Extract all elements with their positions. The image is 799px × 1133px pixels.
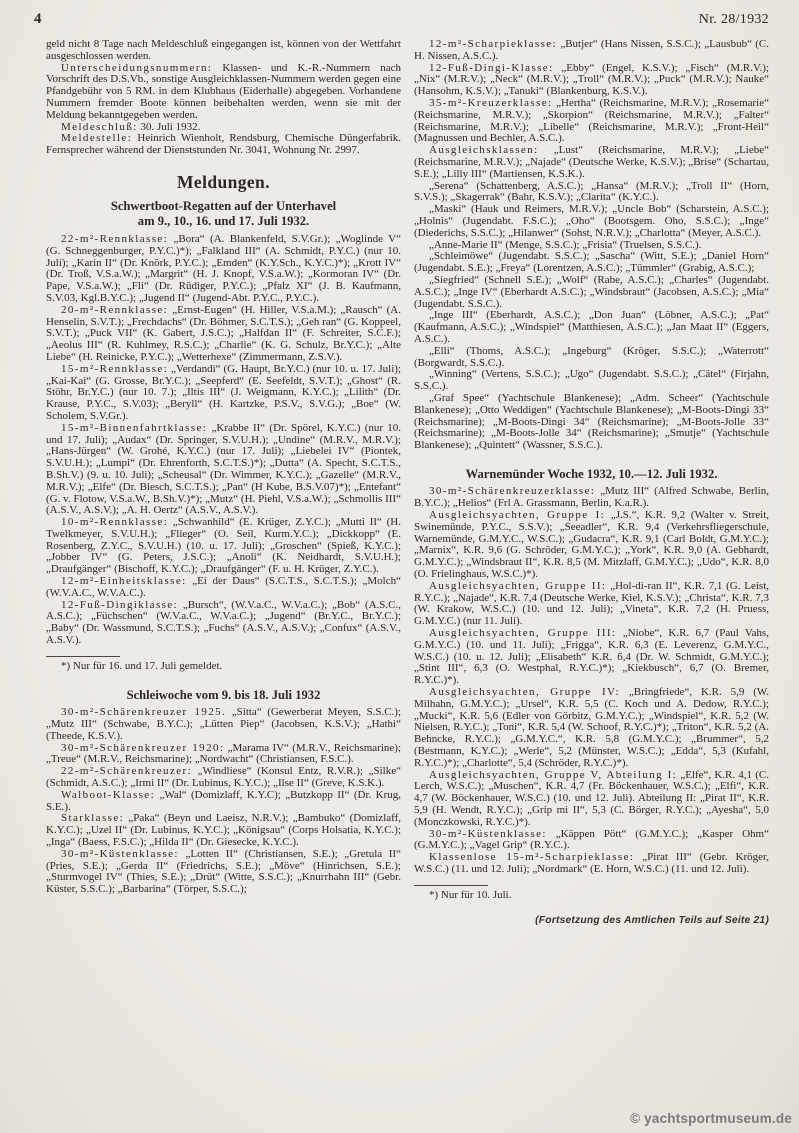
class-label: Ausgleichsyachten, Gruppe II: (429, 579, 607, 592)
entry-list: „Hertha“ (Reichsmarine, M.R.V.); „Rosemarie“ (Reichsmarine, M.R.V.); „Skorpion“ (Reichsmarine, M.R.V.); „Falter“ (Reichsmarine, M.R.V.); „Libelle“ (Reichsmarine, M.R.V.); „Front-Heil“ (Magnussen und Bechler, A.S.C.). (414, 96, 769, 145)
footnote-block (46, 656, 401, 673)
text-paragraph (46, 305, 401, 364)
text-paragraph: „Schleimöwe“ (Jugendabt. S.S.C.); „Sascha“ (Witt, S.E.); „Daniel Horn“ (Jugendabt. S.E.); „Freya“ (Lorentzen, A.S.C.); „Tümmler“ (Grabig, A.S.C.); (414, 250, 769, 275)
section-heading (46, 199, 401, 230)
class-label: 10-m²-Rennklasse: (61, 516, 169, 529)
entry-list: „Elfe“, K.R. 4,1 (C. Lerch, W.S.C.); „Muschen“, K.R. 4,7 (Fr. Böckenhauer, W.S.C.); „Elfi“, K.R. 4,7 (W. Böckenhauer, W.S.C.) (10. und 12. Juli). Abteilung II: „Pirat II“, K.R. 5,9 (H. Wendt, R.Y.C.); „Grip mi II“, 5,3 (C. Börger, R.Y.C.); „Ayesha“, 5,0 (Monczkowski, R.Y.C.)*). (414, 768, 769, 828)
entry-list: „Butjer“ (Hans Nissen, S.S.C.); „Lausbub“ (C. H. Nissen, A.S.C.). (414, 38, 770, 62)
issue-number: Nr. 28/1932 (698, 12, 769, 27)
text-paragraph (46, 600, 401, 647)
text-paragraph (46, 517, 401, 576)
entry-list: „Ei der Daus“ (S.C.T.S., S.C.T.S.); „Molch“ (W.V.A.C., W.V.A.C.). (46, 575, 401, 599)
text-paragraph (414, 63, 769, 98)
page-header (34, 11, 769, 28)
section-heading (46, 688, 401, 704)
class-label: Meldestelle: (61, 132, 133, 145)
entry-list: „Schwanhild“ (E. Krüger, Z.Y.C.); „Mutti II“ (H. Twelkmeyer, S.V.U.H.); „Flieger“ (O. Seil, Kurm.Y.C.); „Dickkopp“ (E. Rosenberg, Z.Y.C., S.V.U.H.) (10. u. 17. Juli); „Groschen“ (Spieß, K.Y.C.); „Jobber IV“ (G. Peters, J.S.C.); „Anoli“ (K. Neidhardt, S.V.U.H.); „Draufgänger“ (Bischoff, K.Y.C.); „Draufgänger“ (F. u. H. Krüger, Z.Y.C.). (46, 516, 402, 576)
class-label: 12-Fuß-Dingi-Klasse: (429, 61, 554, 74)
entry-list: „Bora“ (A. Blankenfeld, S.V.Gr.); „Woglinde V“ (G. Schneggenburger, P.Y.C.)*); „Falkland III“ (A. Schmidt, P.Y.C.) (nur 10. Juli); „Karin II“ (Dr. Knörk, P.Y.C.); „Emden“ (K.Y.Sch., K.Y.C.)*); „Krott IV“ (Dr. Troß, V.S.a.W.); „Margrit“ (H. J. Knopf, V.S.a.W.); „Kormoran IV“ (Dr. Pape, V.S.a.W.); „Fli“ (Dr. Rüdiger, P.Y.C.); „Pfalz XI“ (J. B. Kaufmann, S.V.03, Kgl.B.Y.C.); „Jugend II“ (Jugend-Abt. P.Y.C., P.Y.C.). (46, 232, 401, 304)
text-paragraph (46, 790, 401, 814)
class-label: 30-m²-Küstenklasse: (429, 827, 547, 840)
entry-list: „Verdandi“ (G. Haupt, Br.Y.C.) (nur 10. u. 17. Juli); „Kai-Kai“ (G. Grosse, Br.Y.C.); „Seepferd“ (E. Seefeldt, S.V.T.); „Ghost“ (R. Stöhr, Br.Y.C.) (nur 10. 7.); „Iltis III“ (J. Weigmann, K.Y.C.); „Lilith“ (Dr. Krause, P.Y.C., S.V.03); „Beryll“ (H. Kartzke, P.S.V., S.V.G.); „Boe“ (W. Scholem, S.V.Gr.). (46, 362, 401, 422)
text-paragraph: „Winning“ (Vertens, S.S.C.); „Ugo“ (Jugendabt. S.S.C.); „Cätel“ (Firjahn, S.S.C.). (414, 368, 769, 393)
text-paragraph (46, 743, 401, 767)
entry-list: „Käppen Pött“ (G.M.Y.C.); „Kasper Ohm“ (G.M.Y.C.); „Vagel Grip“ (R.Y.C.). (414, 827, 769, 852)
class-label: 30-m²-Schärenkreuzerklasse: (429, 485, 596, 498)
text-paragraph: „Elli“ (Thoms, A.S.C.); „Ingeburg“ (Kröger, S.S.C.); „Waterrott“ (Borgwardt, S.S.C.). (414, 344, 769, 369)
footnote-rule (414, 885, 488, 886)
section-heading-line: Schleiwoche vom 9. bis 18. Juli 1932 (126, 687, 321, 702)
text-paragraph: geld nicht 8 Tage nach Meldeschluß eingegangen ist, können von der Wettfahrt ausgeschlossen werden. (46, 38, 401, 62)
text-paragraph (46, 813, 401, 848)
class-label: Ausgleichsyachten, Gruppe I: (429, 508, 606, 521)
entry-list: „J.S.“, K.R. 9,2 (Walter v. Streit, Swinemünde, P.Y.C., S.S.V.); „Seeadler“, K.R. 9,4 (Verkehrsfliegerschule, Warnemünde, G.M.Y.C., W.S.C.); „Gudacra“, K.R. 9,1 (Carl Boldt, G.M.Y.C.); „Marnix“, K.R. 9,6 (G. Schröder, G.M.Y.C.); „York“, K.R. 9,0 (A. Gebhardt, G.M.Y.C.); „Windsbraut II“, K.R. 8,5 (M. Mitzlaff, G.M.Y.C.); „Udo“, K.R. 8,0 (O. Frielinghaus, W.S.C.)*). (414, 508, 770, 580)
entry-list: „Paka“ (Beyn und Laeisz, N.R.V.); „Bambuko“ (Domizlaff, K.Y.C.); „Uzel II“ (Dr. Lubinus, K.Y.C.); „Königsau“ (Corps Holsatia, K.Y.C.); „Inga“ (Baess, F.S.C.); „Hilda II“ (Dr. Giesecke, K.Y.C.). (46, 812, 402, 848)
text-paragraph: „Anne-Marie II“ (Menge, S.S.C.); „Frisia“ (Truelsen, S.S.C.). (429, 238, 702, 251)
footnote-rule (46, 656, 120, 657)
watermark: © yachtsportmuseum.de (630, 1111, 792, 1126)
class-label: 12-m²-Scharpieklasse: (429, 38, 558, 50)
text-paragraph: „Siegfried“ (Schnell S.E.); „Wolf“ (Rabe, A.S.C.); „Charles“ (Jugendabt. A.S.C.); „Inge IV“ (Eberhardt A.S.C.); „Windsbraut“ (Jacobsen, A.S.C.); „Mia“ (Jugendabt. S.S.C.). (414, 273, 769, 310)
text-columns (46, 39, 769, 927)
footnote-block (414, 885, 769, 902)
class-label: Ausgleichsyachten, Gruppe IV: (429, 685, 620, 698)
main-heading: Meldungen. (177, 171, 270, 192)
right-column (414, 39, 769, 927)
text-paragraph (414, 39, 769, 63)
class-label: 20-m²-Rennklasse: (61, 303, 169, 316)
class-label: 30-m²-Schärenkreuzer 1920: (61, 741, 225, 754)
text-paragraph (46, 576, 401, 600)
class-label: 12-Fuß-Dingiklasse: (61, 598, 179, 611)
text-paragraph (414, 486, 769, 510)
class-label: Unterscheidungsnummern: (61, 61, 213, 74)
entry-list: „Lotten II“ (Christiansen, S.E.); „Gretula II“ (Pries, S.E.); „Gerda II“ (Friedrichs, S.E.); „Möve“ (Hinrichsen, S.E.); „Sturmvogel IV“ (Thies, S.E.); „Drüt“ (Witte, S.S.C.); „Knurrhahn III“ (Gebr. Küster, S.S.C.); „Barbarina“ (Törper, S.S.C.); (46, 847, 402, 896)
entry-list: „Bringfriede“, K.R. 5,9 (W. Milhahn, G.M.Y.C.); „Ursel“, K.R. 5,5 (C. Koch und A. Dedow, R.Y.C.); „Mucki“, K.R. 5,6 (Edler von Görbitz, G.M.Y.C.); „Windspiel“, K.R. 5,2 (W. Nielsen, R.Y.C.); „Toni“, K.R. 5,4 (W. Schoof, R.Y.C.)*); „Triton“, K.R. 5,2 (A. Behncke, R.Y.C.); „G.M.Y.C.“, K.R. 5,8 (G.M.Y.C.); „Brummer“, 5,2 (Bestmann, K.Y.C.); „Werle“, 5,2 (Münster, W.S.C.); „Edda“, 5,3 (Kufahl, R.Y.C.)*); „Charlotte“, 5,4 (Schröder, R.Y.C.)*). (414, 685, 769, 769)
class-label: Ausgleichsyachten, Gruppe III: (429, 626, 617, 639)
text-paragraph (414, 98, 769, 145)
text-paragraph (414, 829, 769, 853)
page-number: 4 (34, 11, 42, 27)
class-label: 15-m²-Binnenfahrtklasse: (61, 421, 208, 434)
entry-list: „Marama IV“ (M.R.V., Reichsmarine); „Treue“ (M.R.V., Reichsmarine); „Nordwacht“ (Christiansen, F.S.C.). (46, 741, 402, 766)
class-label: 35-m²-Kreuzerklasse: (429, 96, 553, 109)
class-label: Starklasse: (61, 812, 125, 825)
text-paragraph (414, 687, 769, 770)
entry-list: „Niobe“, K.R. 6,7 (Paul Vahs, G.M.Y.C.) (10. und 11. Juli); „Frigga“, K.R. 6,3 (E. Leverenz, G.M.Y.C., W.S.C.) (10. u. 12. Juli); „Elisabeth“ K.R. 6,4 (Dr. W. Schmidt, G.M.Y.C.); „Stint III“, 6,3 (O. Westphal, R.Y.C.)*); „Kiekbusch“, 6,7 (O. Bremer, R.Y.C.)*). (414, 626, 769, 687)
class-label: Ausgleichsyachten, Gruppe V, Abteilung I: (429, 768, 678, 781)
entry-list: Heinrich Wienholt, Rendsburg, Chemische Düngerfabrik. Fernsprecher während der Dienststunden Nr. 3041, Wohnung Nr. 2997. (46, 132, 402, 157)
class-label: Meldeschluß: (61, 120, 138, 133)
entry-list: „Sitta“ (Gewerberat Meyen, S.S.C.); „Mutz III“ (Schwabe, B.Y.C.); „Lütten Piep“ (Jacobsen, K.S.V.); „Hathi“ (Theede, K.S.V.). (46, 706, 402, 742)
entry-list: „Windliese“ (Konsul Entz, R.V.R.); „Silke“ (Schmidt, A.S.C.); „Irmi II“ (Dr. Lubinus, K.Y.C.); „Ilse II“ (Greve, K.S.K.). (46, 765, 401, 789)
entry-list: „Wal“ (Domizlaff, K.Y.C); „Butzkopp II“ (Dr. Krug, S.E.). (46, 788, 401, 813)
class-label: 22-m²-Schärenkreuzer: (61, 765, 193, 778)
text-paragraph (46, 766, 401, 790)
entry-list: „Krabbe II“ (Dr. Spörel, K.Y.C.) (nur 10. und 17. Juli); „Audax“ (Dr. Springer, S.V.U.H.); „Undine“ (M.R.V., M.R.V.); „Hans-Jürgen“ (W. Grohé, K.Y.C.) (nur 17. Juli); „Liebelei IV“ (Piontek, S.V.U.H.); „Lumpi“ (Dr. Ehrenforth, S.C.T.S.)*); „Dutta“ (A. Specht, S.C.T.S., B.Sh.V.) (9. u. 10. Juli); „Scheusal“ (Dr. Wimmer, K.Y.C.); „Gazelle“ (M.R.V., M.R.V.); „Elfe“ (Dr. Blesch, S.C.T.S.); „Pan“ (H Kube, B.S.V.07)*); „Entefant“ (G. v. Flotow, V.S.a.W., B.Sh.V.)*); „Mutz“ (H. Piehl, V.S.a.W.); „Schmollis III“ (A.S.V., A.S.V.); „A. H. Oertz“ (A.S.V., A.S.V.). (46, 421, 402, 517)
entry-list: „Mutz III“ (Alfred Schwabe, Berlin, B.Y.C.); „Helios“ (Frl A. Grassmann, Berlin, K.a.R.). (414, 485, 769, 510)
footnote-text: *) Nur für 16. und 17. Juli gemeldet. (61, 659, 223, 672)
entry-list: „Ebby“ (Engel, K.S.V.); „Fisch“ (M.R.V.); „Nix“ (M.R.V.); „Neck“ (M.R.V.); „Troll“ (M.R.V.); „Puck“ (M.R.V.); Nauke“ (Hansohm, K.S.V.); „Tanuki“ (Blankenburg, K.S.V.). (414, 61, 769, 98)
class-label: 15-m²-Rennklasse: (61, 362, 169, 375)
text-paragraph: „Serena“ (Schattenberg, A.S.C.); „Hansa“ (M.R.V.); „Troll II“ (Horn, S.V.S.); „Skagerrak“ (Bahr, K.S.V.); „Clarita“ (K.Y.C.). (414, 179, 769, 204)
text-paragraph (46, 133, 401, 157)
entry-list: „Lust“ (Reichsmarine, M.R.V.); „Liebe“ (Reichsmarine, M.R.V.); „Najade“ (Deutsche Werke, K.S.V.); „Brise“ (Schartau, S.E.); „Lilly III“ (Martiensen, K.S.K.). (414, 144, 770, 180)
text-paragraph (414, 628, 769, 687)
class-label: Walboot-Klasse: (61, 788, 156, 801)
text-paragraph: „Graf Spee“ (Yachtschule Blankenese); „Adm. Scheer“ (Yachtschule Blankenese); „Otto Weddigen“ (Yachtschule Blankenese); „M-Boots-Dingi 33“ (Reichsmarine); „M-Boots-Dingi 34“ (Reichsmarine); „M-Boots-Jolle 33“ (Reichsmarine); „M-Boots-Jolle 34“ (Reichsmarine); „Smutje“ (Yachtschule Blankenese); „Quintett“ (Wassner, S.S.C.). (414, 391, 769, 452)
text-paragraph (46, 63, 401, 122)
text-paragraph (46, 364, 401, 423)
class-label: 12-m²-Einheitsklasse: (61, 575, 187, 588)
entry-list: „Ernst-Eugen“ (H. Hiller, V.S.a.M.); „Rausch“ (A. Henselin, S.V.T.); „Frechdachs“ (Dr. Böhmer, S.C.T.S.); „Geh ran“ (G. Koppeel, S.V.T.); „Puck VII“ (K. Gabert, J.S.C.); „Halfdan II“ (F. Schreiter, S.C.F.); „Aeolus III“ (R. Kuhlmey, R.S.C.); „Charlie“ (K. G. Schulz, Br.Y.C.); „Alte Liebe“ (H. Reinicke, P.Y.C.); „Wetterhexe“ (Zimmermann, Z.S.V.). (46, 303, 402, 363)
entry-list: „Bursch“, (W.V.a.C., W.V.a.C.); „Bob“ (A.S.C., A.S.C.); „Füchschen“ (W.V.a.C., W.V.a.C.); „Jugend“ (Br.Y.C., Br.Y.C.); „Baby“ (Dr. Wassmund, S.C.T.S.); „Fuchs“ (A.S.V., A.S.V.); „Confux“ (A.S.V., A.S.V.). (46, 598, 402, 647)
class-label: Klassenlose 15-m²-Scharpieklasse: (429, 851, 635, 864)
text-paragraph (414, 145, 769, 180)
text-paragraph (46, 707, 401, 742)
class-label: Ausgleichsklassen: (429, 144, 539, 157)
text-paragraph (414, 770, 769, 829)
continuation-note: (Fortsetzung des Amtlichen Teils auf Seite 21) (535, 915, 769, 927)
class-label: 30-m²-Küstenklasse: (61, 847, 179, 860)
text-paragraph (414, 852, 769, 876)
text-paragraph (414, 581, 769, 628)
text-paragraph: „Inge III“ (Eberhardt, A.S.C.); „Don Juan“ (Löbner, A.S.C.); „Pat“ (Kaufmann, A.S.C.); „Windspiel“ (Matthiesen, A.S.C.); „Jan Maat II“ (Eggers, A.S.C.). (414, 309, 769, 345)
text-paragraph (46, 423, 401, 517)
entry-list: „Pirat III“ (Gebr. Kröger, W.S.C.) (11. und 12. Juli); „Nordmark“ (E. Horn, W.S.C.) (11. und 12. Juli). (414, 851, 769, 875)
text-paragraph (46, 849, 401, 896)
class-label: 30-m²-Schärenkreuzer 1925. (61, 706, 227, 719)
text-paragraph (46, 234, 401, 305)
text-paragraph: „Maski“ (Hauk und Reimers, M.R.V.); „Uncle Bob“ (Scharstein, A.S.C.); „Holnis“ (Jugendabt. F.S.C.); „Oho“ (Bootsgem. Oho, S.S.C.); „Inge“ (Diederichs, S.S.C.); „Hilanwer“ (Sohst, N.R.V.); „Charlotta“ (Meyer, A.S.C.). (414, 203, 769, 239)
section-heading (414, 467, 769, 483)
entry-list: „Hol-di-ran II“, K.R. 7,1 (G. Leist, R.Y.C.); „Najade“, K.R. 7,4 (Deutsche Werke, Kiel, K.S.V.); „Christa“, K.R. 7,3 (W. Krakow, W.S.C.) (10. und 12. Juli); „Vineta“, K.R. 7,2 (H. Pruess, G.M.Y.C.) (nur 11. Juli). (414, 579, 770, 628)
entry-list: 30. Juli 1932. (140, 120, 201, 133)
left-column (46, 39, 401, 927)
class-label: 22-m²-Rennklasse: (61, 232, 169, 245)
footnote-text: *) Nur für 10. Juli. (429, 888, 512, 901)
text-paragraph (414, 510, 769, 581)
section-heading-line: Warnemünder Woche 1932, 10.—12. Juli 1932. (465, 466, 718, 481)
entry-list: Klassen- und K.-R.-Nummern nach Vorschrift des D.S.Vb., sonstige Ausgleichklassen-Nummern werden gegen eine Pfandgebühr von 5 RM. in dem Klubhaus (Eiderhalle) abgegeben. Vorhandene Nummern fremder Boote können beibehalten werden, wenn sie mit der Meldung bekanntgegeben werden. (46, 61, 401, 121)
section-heading-line: am 9., 10., 16. und 17. Juli 1932. (137, 214, 310, 229)
section-heading-line: Schwertboot-Regatten auf der Unterhavel (110, 198, 337, 213)
